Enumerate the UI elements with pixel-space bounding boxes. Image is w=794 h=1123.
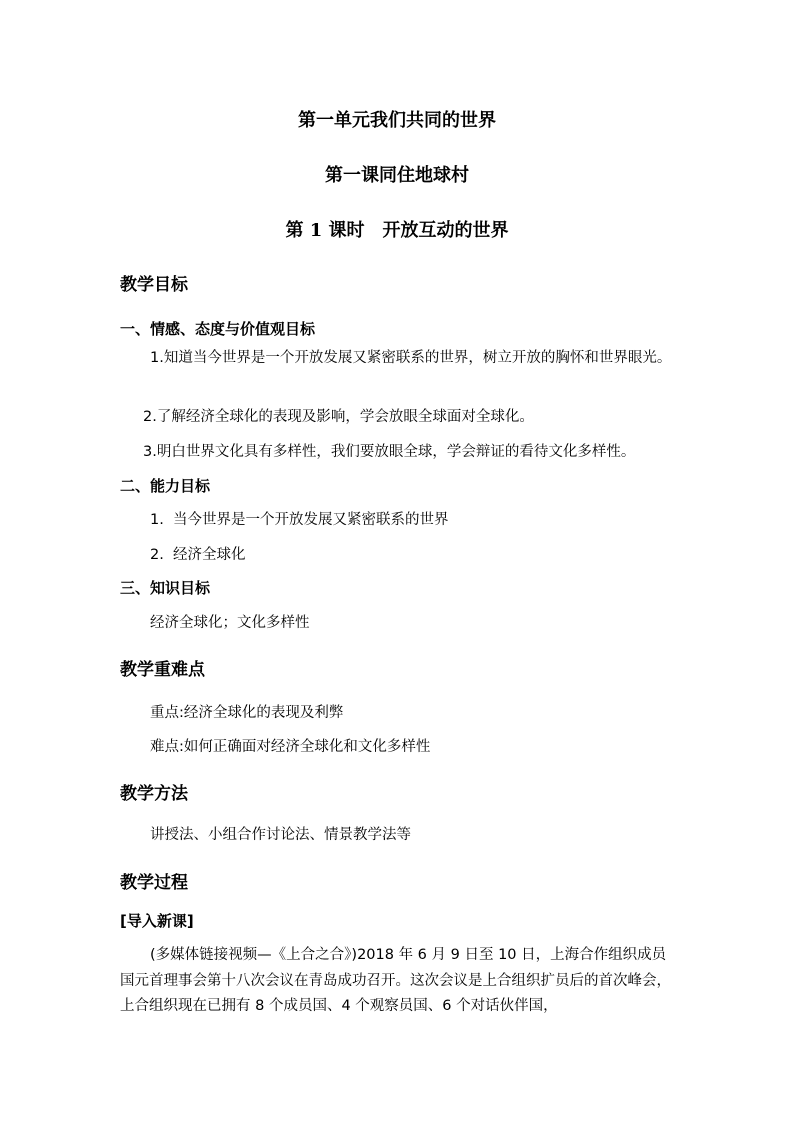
difficult-point-text: 难点:如何正确面对经济全球化和文化多样性 [150, 739, 431, 755]
teaching-goals-heading: 教学目标 [120, 275, 188, 295]
methods-text: 讲授法、小组合作讨论法、情景教学法等 [150, 827, 411, 843]
lesson-title: 第一课同住地球村 [325, 165, 469, 186]
knowledge-goals-heading: 三、知识目标 [120, 579, 211, 597]
unit-title: 第一单元我们共同的世界 [298, 110, 496, 131]
key-point-text: 重点:经济全球化的表现及利弊 [150, 705, 344, 721]
knowledge-goal-1: 经济全球化；文化多样性 [150, 615, 310, 631]
ability-goals-heading: 二、能力目标 [120, 477, 211, 495]
methods-heading: 教学方法 [120, 784, 188, 804]
intro-heading: [导入新课] [120, 912, 194, 930]
process-heading: 教学过程 [120, 873, 188, 893]
ability-goal-1: 1. 当今世界是一个开放发展又紧密联系的世界 [150, 512, 449, 528]
emotion-goal-3: 3.明白世界文化具有多样性，我们要放眼全球，学会辩证的看待文化多样性。 [143, 444, 636, 460]
emotion-goals-heading: 一、情感、态度与价值观目标 [120, 320, 316, 338]
period-title: 第 1 课时 开放互动的世界 [285, 220, 509, 241]
key-points-heading: 教学重难点 [120, 660, 205, 680]
emotion-goal-2: 2.了解经济全球化的表现及影响，学会放眼全球面对全球化。 [143, 409, 534, 425]
ability-goal-2: 2. 经济全球化 [150, 547, 246, 563]
intro-paragraph: (多媒体链接视频—《上合之合》)2018 年 6 月 9 日至 10 日，上海合作组织成员国元首理事会第十八次会议在青岛成功召开。这次会议是上合组织扩员后的首次峰会，上合组织现在已拥有 8 个成员国、4 个观察员国、6 个对话伙伴国， [120, 947, 671, 1014]
emotion-goal-1: 1.知道当今世界是一个开放发展又紧密联系的世界，树立开放的胸怀和世界眼光。 [150, 350, 672, 366]
